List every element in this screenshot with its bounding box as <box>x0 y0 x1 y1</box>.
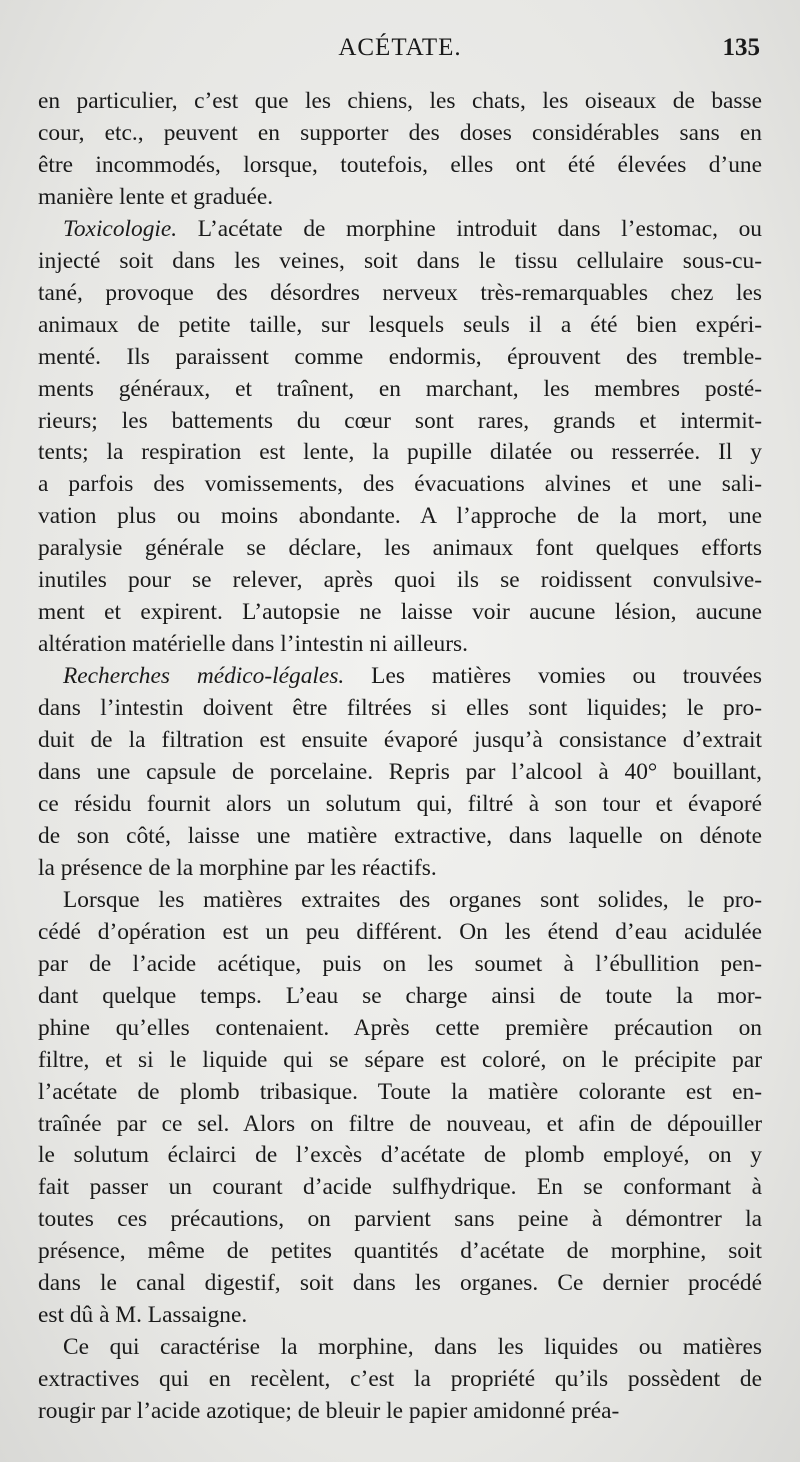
paragraph <box>38 214 762 661</box>
line-text: l’acétate de plomb tribasique. Toute la matière colorante est en- <box>38 1078 762 1105</box>
text-line <box>38 501 762 533</box>
paragraph <box>38 661 762 885</box>
line-text: être incommodés, lorsque, toutefois, elles ont été élevées d’une <box>38 151 762 178</box>
text-line <box>38 1013 762 1045</box>
line-text: ment et expirent. L’autopsie ne laisse voir aucune lésion, aucune <box>38 599 762 626</box>
text-line <box>38 182 762 214</box>
line-text: de son côté, laisse une matière extractive, dans laquelle on dénote <box>38 822 762 849</box>
text-line <box>38 86 762 118</box>
line-text: la présence de la morphine par les réactifs. <box>38 854 437 881</box>
text-line <box>38 1364 762 1396</box>
line-text: dant quelque temps. L’eau se charge ainsi de toute la mor- <box>38 982 762 1009</box>
line-text: Ce qui caractérise la morphine, dans les liquides ou matières <box>63 1334 762 1361</box>
line-text: présence, même de petites quantités d’acétate de morphine, soit <box>38 1238 762 1265</box>
line-text: traînée par ce sel. Alors on filtre de nouveau, et afin de dépouiller <box>38 1110 762 1137</box>
text-line <box>38 1332 762 1364</box>
text-line <box>38 917 762 949</box>
text-line <box>38 1236 762 1268</box>
line-text: manière lente et graduée. <box>38 183 274 210</box>
text-line <box>38 1204 762 1236</box>
line-text: extractives qui en recèlent, c’est la propriété qu’ils possèdent de <box>38 1366 762 1393</box>
line-text: duit de la filtration est ensuite évaporé jusqu’à consistance d’extrait <box>38 727 762 754</box>
line-text: rieurs; les battements du cœur sont rares, grands et intermit- <box>38 407 762 434</box>
line-text: dans le canal digestif, soit dans les organes. Ce dernier procédé <box>38 1270 762 1297</box>
text-line <box>38 725 762 757</box>
line-text: dans l’intestin doivent être filtrées si elles sont liquides; le pro- <box>38 695 762 722</box>
body-text <box>38 86 762 1428</box>
line-text: animaux de petite taille, sur lesquels seuls il a été bien expéri- <box>38 311 762 338</box>
line-text: fait passer un courant d’acide sulfhydrique. En se conformant à <box>38 1174 762 1201</box>
line-text: inutiles pour se relever, après quoi ils se roidissent convulsive- <box>38 567 762 594</box>
text-line <box>38 789 762 821</box>
line-text: par de l’acide acétique, puis on les soumet à l’ébullition pen- <box>38 950 762 977</box>
paragraph <box>38 1332 762 1428</box>
line-text: phine qu’elles contenaient. Après cette première précaution on <box>38 1014 762 1041</box>
text-line <box>38 1077 762 1109</box>
line-text: Lorsque les matières extraites des organes sont solides, le pro- <box>63 886 762 913</box>
text-line <box>38 310 762 342</box>
line-text: filtre, et si le liquide qui se sépare est coloré, on le précipite par <box>38 1046 762 1073</box>
text-line <box>38 1109 762 1141</box>
text-line <box>38 949 762 981</box>
line-text: a parfois des vomissements, des évacuations alvines et une sali- <box>38 471 762 498</box>
text-line <box>38 406 762 438</box>
line-text: cour, etc., peuvent en supporter des doses considérables sans en <box>38 119 762 146</box>
paragraph-lead: Recherches médico-légales. <box>63 663 345 690</box>
line-text: le solutum éclairci de l’excès d’acétate de plomb employé, on y <box>38 1142 762 1169</box>
text-line <box>38 533 762 565</box>
line-text: dans une capsule de porcelaine. Repris par l’alcool à 40° bouillant, <box>38 759 762 786</box>
text-line <box>38 469 762 501</box>
text-line <box>38 565 762 597</box>
running-title: ACÉTATE. <box>338 34 462 61</box>
text-line <box>38 150 762 182</box>
line-text: injecté soit dans les veines, soit dans le tissu cellulaire sous-cu- <box>38 247 762 274</box>
line-text: paralysie générale se déclare, les animaux font quelques efforts <box>38 535 762 562</box>
text-line <box>38 693 762 725</box>
line-text: altération matérielle dans l’intestin ni ailleurs. <box>38 631 468 658</box>
paragraph <box>38 86 762 214</box>
text-line <box>38 629 762 661</box>
text-line <box>38 278 762 310</box>
line-text: cédé d’opération est un peu différent. On les étend d’eau acidulée <box>38 918 762 945</box>
line-text: vation plus ou moins abondante. A l’approche de la mort, une <box>38 503 762 530</box>
line-text: tents; la respiration est lente, la pupille dilatée ou resserrée. Il y <box>38 439 762 466</box>
text-line <box>38 342 762 374</box>
running-head <box>0 34 800 70</box>
text-line <box>38 661 762 693</box>
text-line <box>38 1045 762 1077</box>
line-text: L’acétate de morphine introduit dans l’estomac, ou <box>177 215 762 242</box>
text-line <box>38 1396 762 1428</box>
line-text: ments généraux, et traînent, en marchant, les membres posté- <box>38 375 762 402</box>
line-text: Les matières vomies ou trouvées <box>344 663 762 690</box>
text-line <box>38 437 762 469</box>
page-number: 135 <box>722 34 760 61</box>
text-line <box>38 1300 762 1332</box>
line-text: tané, provoque des désordres nerveux très-remarquables chez les <box>38 279 762 306</box>
line-text: menté. Ils paraissent comme endormis, éprouvent des tremble- <box>38 343 762 370</box>
text-line <box>38 853 762 885</box>
text-line <box>38 118 762 150</box>
text-line <box>38 374 762 406</box>
line-text: rougir par l’acide azotique; de bleuir le papier amidonné préa- <box>38 1398 620 1425</box>
text-line <box>38 821 762 853</box>
line-text: toutes ces précautions, on parvient sans peine à démontrer la <box>38 1206 762 1233</box>
text-line <box>38 246 762 278</box>
text-line <box>38 597 762 629</box>
text-line <box>38 757 762 789</box>
line-text: est dû à M. Lassaigne. <box>38 1302 248 1329</box>
paragraph <box>38 885 762 1332</box>
line-text: ce résidu fournit alors un solutum qui, filtré à son tour et évaporé <box>38 790 762 817</box>
text-line <box>38 1140 762 1172</box>
paragraph-lead: Toxicologie. <box>63 215 178 242</box>
text-line <box>38 1172 762 1204</box>
text-line <box>38 1268 762 1300</box>
line-text: en particulier, c’est que les chiens, les chats, les oiseaux de basse <box>38 88 762 114</box>
text-line <box>38 214 762 246</box>
text-line <box>38 885 762 917</box>
text-line <box>38 981 762 1013</box>
